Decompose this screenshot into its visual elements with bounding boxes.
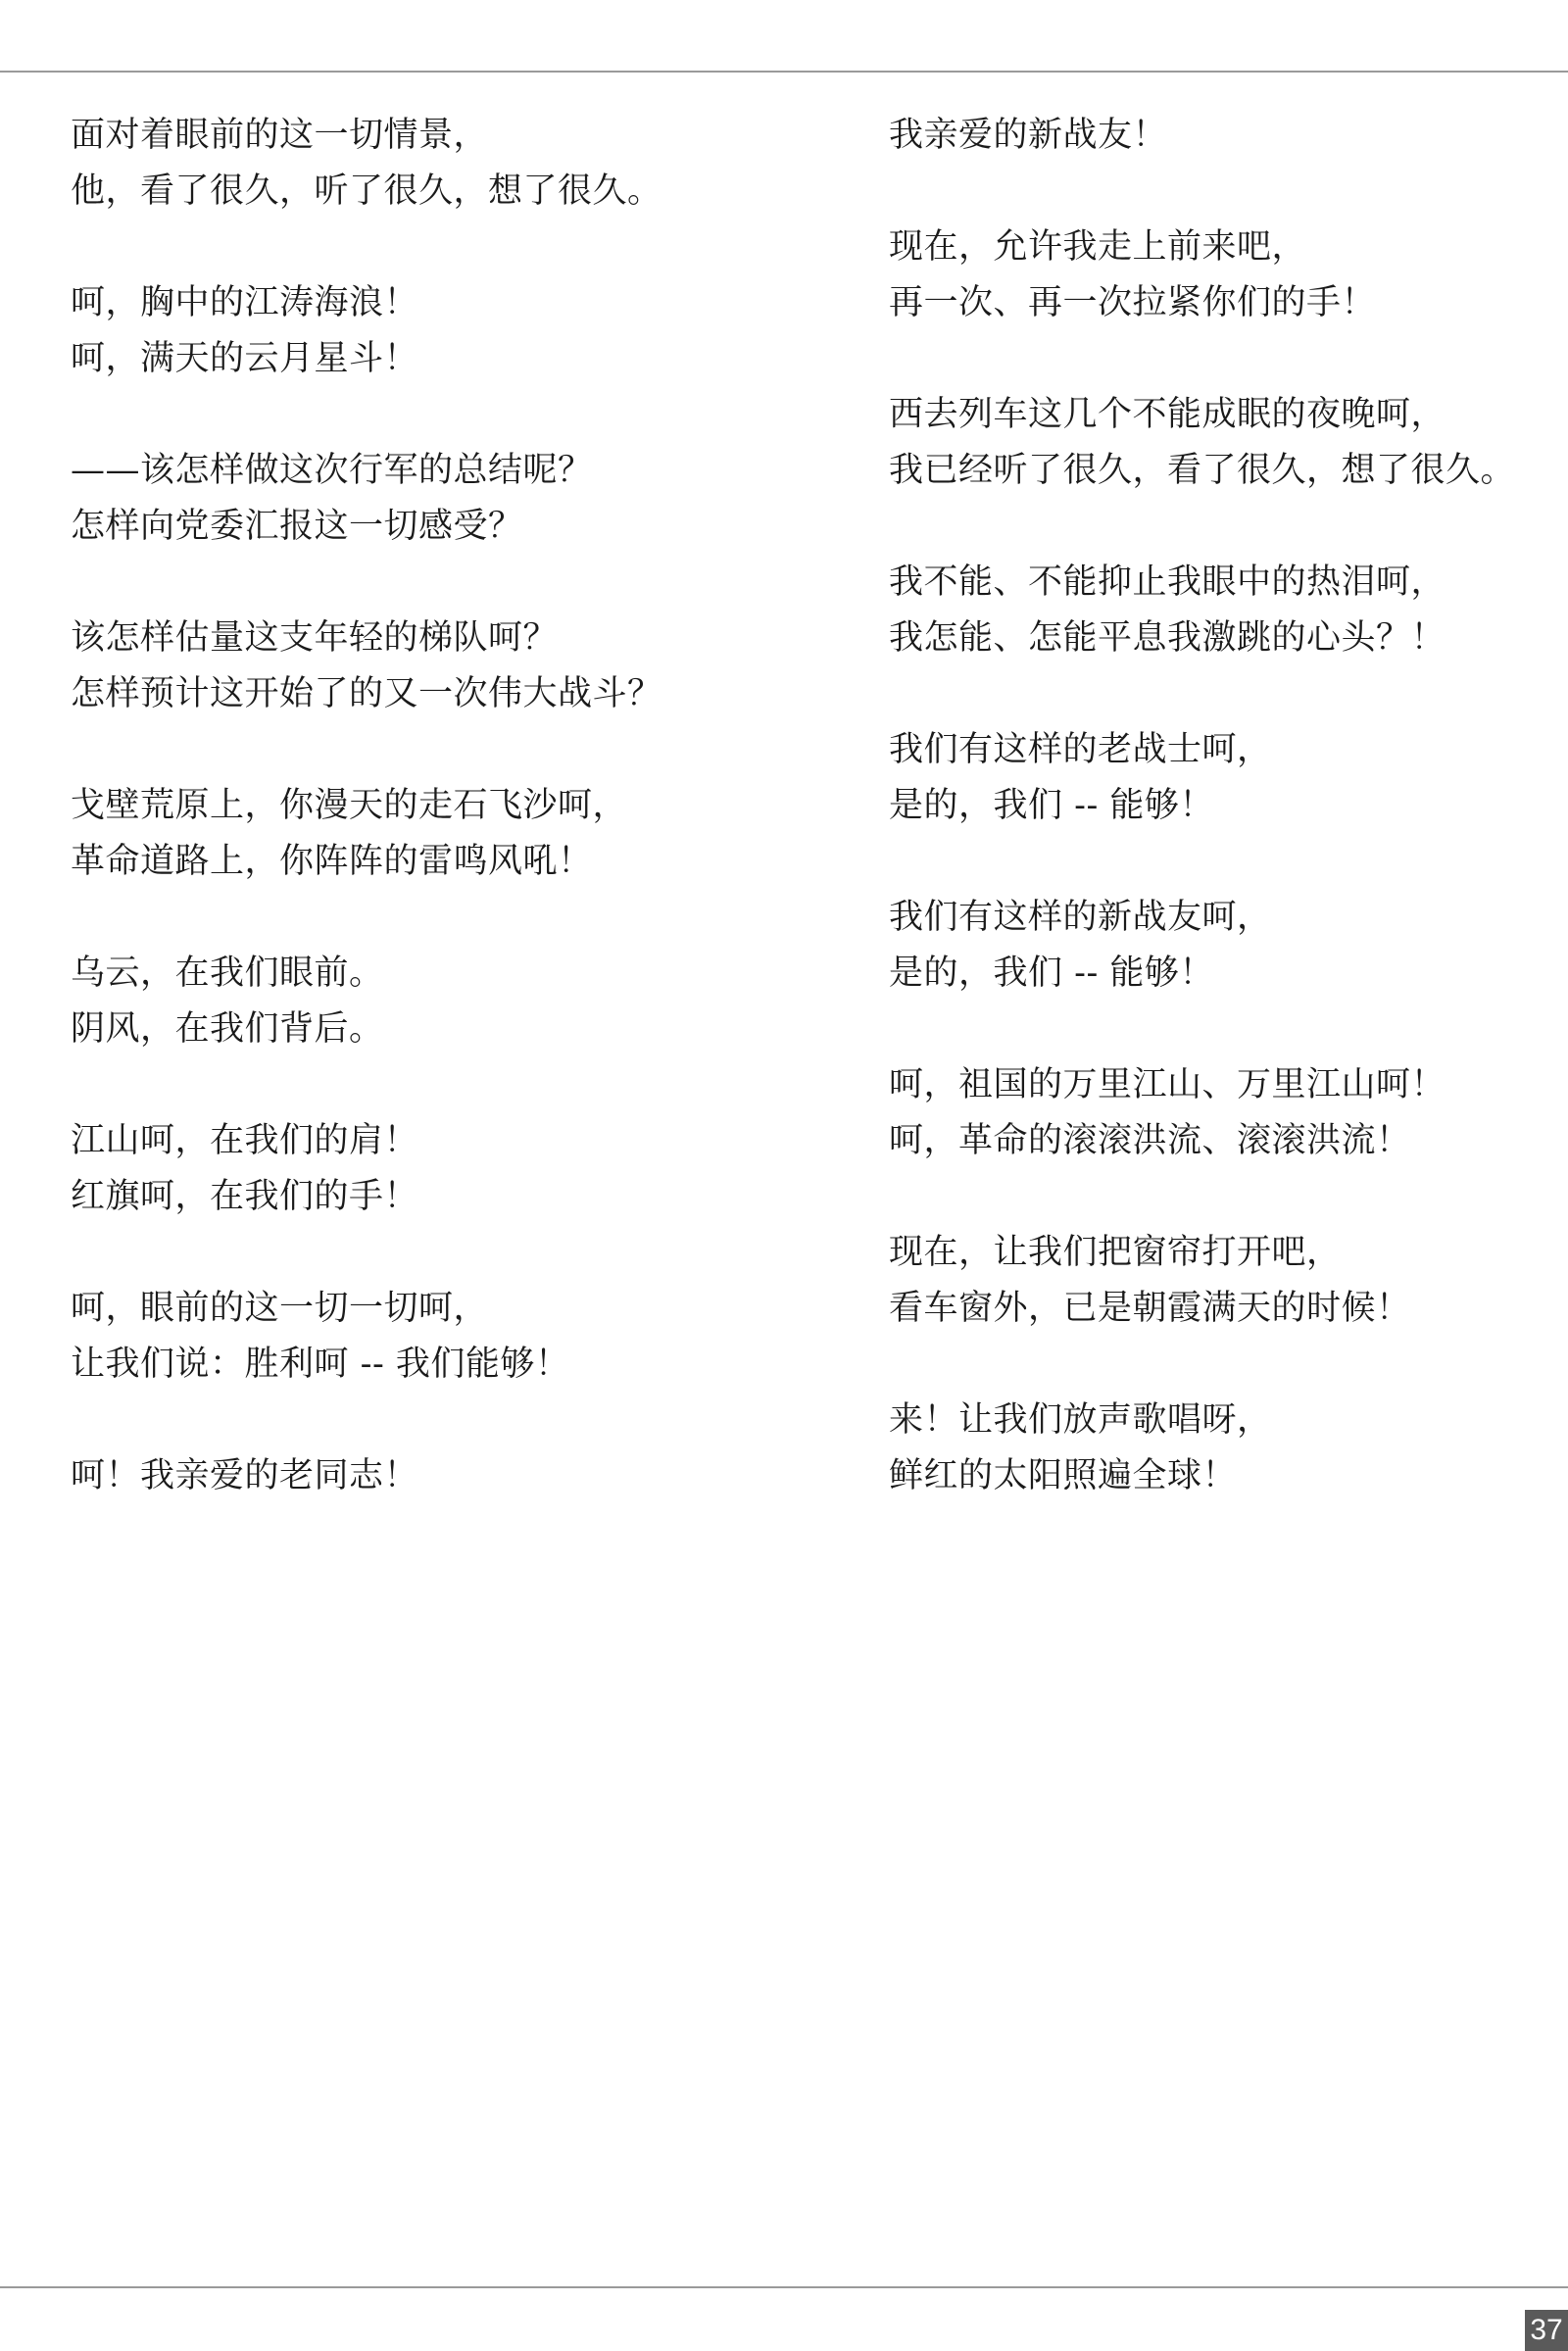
stanza (71, 108, 815, 220)
poem-line: 现在，让我们把窗帘打开吧， (889, 1233, 1342, 1272)
poem-line: 呵！我亲爱的老同志！ (71, 1456, 419, 1495)
stanza (889, 555, 1555, 666)
stanza (71, 946, 815, 1057)
poem-line: 呵，革命的滚滚洪流、滚滚洪流！ (889, 1121, 1411, 1160)
poem-line: 面对着眼前的这一切情景， (71, 116, 489, 155)
stanza (889, 722, 1555, 834)
poem-line: 乌云，在我们眼前。 (71, 954, 384, 993)
poem-line: 我不能、不能抑止我眼中的热泪呵， (889, 563, 1446, 602)
poem-line: 再一次、再一次拉紧你们的手！ (889, 283, 1377, 322)
stanza (889, 108, 1555, 164)
poem-line: 我怎能、怎能平息我激跳的心头？！ (889, 618, 1446, 658)
poem-line: 让我们说：胜利呵 -- 我们能够！ (71, 1345, 570, 1384)
poem-line: 怎样向党委汇报这一切感受？ (71, 507, 523, 546)
poem-line: 红旗呵，在我们的手！ (71, 1177, 419, 1216)
poem-line: 怎样预计这开始了的又一次伟大战斗？ (71, 674, 662, 713)
stanza (889, 1225, 1555, 1337)
poem-line: 我已经听了很久，看了很久，想了很久。 (889, 451, 1516, 490)
poem-line: 呵，满天的云月星斗！ (71, 339, 419, 378)
poem-line: 江山呵，在我们的肩！ (71, 1121, 419, 1160)
poem-line: 我们有这样的新战友呵， (889, 898, 1272, 937)
stanza (71, 1113, 815, 1225)
stanza (889, 220, 1555, 331)
stanza (889, 387, 1555, 499)
stanza (71, 443, 815, 555)
stanza (71, 778, 815, 890)
poem-line: 看车窗外，已是朝霞满天的时候！ (889, 1289, 1411, 1328)
footer-rule (0, 2286, 1568, 2288)
poem-line: 呵，胸中的江涛海浪！ (71, 283, 419, 322)
poem-line: 呵，眼前的这一切一切呵， (71, 1289, 489, 1328)
stanza (889, 1057, 1555, 1169)
stanza (889, 890, 1555, 1002)
stanza (71, 275, 815, 387)
stanza (71, 611, 815, 722)
poem-line: 来！让我们放声歌唱呀， (889, 1400, 1272, 1440)
poem-line: 现在，允许我走上前来吧， (889, 227, 1307, 267)
poem-line: 西去列车这几个不能成眠的夜晚呵， (889, 395, 1446, 434)
stanza (71, 1448, 815, 1504)
poem-line: 我亲爱的新战友！ (889, 116, 1168, 155)
poem-line: 是的，我们 -- 能够！ (889, 954, 1214, 993)
stanza (71, 1281, 815, 1393)
poem-line: 他，看了很久，听了很久，想了很久。 (71, 171, 662, 211)
poem-line: 戈壁荒原上，你漫天的走石飞沙呵， (71, 786, 628, 825)
page-number: 37 (1525, 2310, 1568, 2351)
poem-column-right (889, 108, 1555, 1560)
poem-column-left (71, 108, 815, 1560)
poem-line: 是的，我们 -- 能够！ (889, 786, 1214, 825)
poem-line: 该怎样估量这支年轻的梯队呵？ (71, 618, 559, 658)
stanza (889, 1393, 1555, 1504)
header-rule (0, 71, 1568, 73)
poem-line: 鲜红的太阳照遍全球！ (889, 1456, 1238, 1495)
poem-line: ——该怎样做这次行军的总结呢？ (71, 451, 593, 490)
poem-line: 阴风，在我们背后。 (71, 1009, 384, 1049)
poem-line: 我们有这样的老战士呵， (889, 730, 1272, 769)
poem-line: 呵，祖国的万里江山、万里江山呵！ (889, 1065, 1446, 1104)
poem-line: 革命道路上，你阵阵的雷鸣风吼！ (71, 842, 593, 881)
